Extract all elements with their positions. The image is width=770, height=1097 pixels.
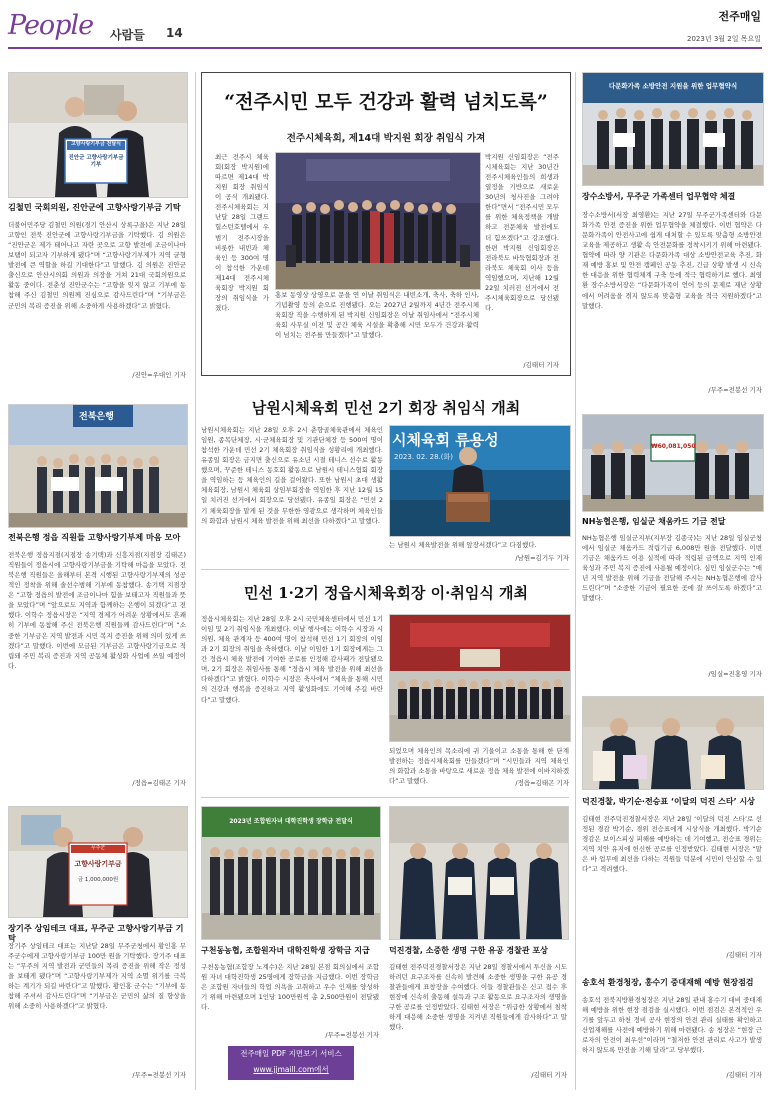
jeongeup-body: 정읍시체육회는 지난 28일 오후 2시 국민체육센터에서 민선 1기 이임 및 2기 취임식을 개최했다. 이날 행사에는 이학수 시장과 시의원, 체육 관계자 등 400여 명이 참석해 민선 1기 회장의 이임과 2기 회장의 취임을 축하했다. 이날 이임한 1기 회장에게는 그간 정읍시 체육 발전에 기여한 공로를 인정해 감사패가 전달됐으며, 2기 회장은 취임사를 통해 “정읍시 체육 발전을 위해 최선을 다하겠다”고 밝혔다. 이학수 시장은 축사에서 “체육을 통해 시민의 건강과 행복을 증진하고 지역 활성화에도 기여해 주길 바란다”고 말했다. <box>201 615 383 704</box>
right4-caption: 송호석 환경청장, 홍수기 중대재해 예방 현장점검 <box>582 978 754 987</box>
left3-photo <box>8 806 188 918</box>
mid-bottom-body: 구천동농협(조합장 노계수)은 지난 28일 본점 회의실에서 조합원 자녀 대학진학생 25명에게 장학금을 지급했다. 이번 장학금은 조합원 자녀들의 학업 의욕을 고취하고 우수 인재를 양성하기 위해 마련됐으며 1인당 100만원씩 총 2,500만원이 전달됐다. <box>201 963 379 1012</box>
right3-caption: 덕진경찰, 박기순·전승표 ‘이달의 덕진 스타’ 시상 <box>582 797 755 806</box>
left1-board-top: 고향사랑기부금 전달식 <box>70 141 122 147</box>
right3-byline: /김태터 기자 <box>726 951 762 959</box>
right2-board-amount: ₩60,081,050 <box>651 443 696 450</box>
right1-byline: /무주=전봉선 기자 <box>708 386 762 394</box>
pdf-service-banner[interactable] <box>228 1046 354 1080</box>
newspaper-brand: 전주매일 <box>718 10 761 23</box>
namwon-body: 남원시체육회는 지난 28일 오후 2시 춘향골체육관에서 체육인 임원, 종목단체장, 시·군체육회장 및 기관단체장 등 500여 명이 참석한 가운데 민선 2기 체육회장 취임식을 성황리에 개최했다. 유종일 회장은 금지면 출신으로 유소년 시절 테니스 선수로 활동했으며, 꾸준한 테니스 동호회 활동으로 남원시 테니스협회 회장을 역임하는 등 체육인의 길을 걸어왔다. 또한 남원시 초대 생활체육회장, 남원시 체육회 상임부회장을 역임한 후 지난 12월 15일 치러진 선거에서 회장으로 당선됐다. 유종일 회장은 “민선 2기 체육회장을 맡게 된 것을 무한한 영광으로 생각하며 체육인들의 화합과 남원시 체육 발전을 위해 최선을 다하겠다”고 말했다. <box>201 426 383 525</box>
left1-byline: /진안=우대인 기자 <box>132 371 186 379</box>
lead-title: “전주시민 모두 건강과 활력 넘치도록” <box>224 91 548 113</box>
pdf-service-text: 전주매일 PDF 지면보기 서비스 <box>240 1049 342 1058</box>
jeongeup-title: 민선 1·2기 정읍시체육회장 이·취임식 개최 <box>243 584 529 602</box>
right1-banner: 다문화가족 소방안전 지원을 위한 업무협약식 <box>608 82 738 90</box>
right2-body: NH농협은행 임실군지부(지부장 김종국)는 지난 28일 임실군청에서 임실군 채움카드 적립기금 6,008만 원을 전달했다. 이번 기금은 채움카드 이용 실적에 따라 적립된 금액으로 지역 인재 육성과 주민 복지 증진에 사용될 예정이다. 심민 임실군수는 “매년 지역 발전을 위해 기금을 전달해 주시는 NH농협은행에 감사드린다”며 “소중한 기금이 필요한 곳에 잘 쓰이도록 하겠다”고 말했다. <box>582 534 762 603</box>
left2-body: 전북은행 정읍지점(지점장 송기택)과 신흥지점(지점장 김태곤) 직원들이 정읍시에 고향사랑기부금을 기탁해 마음을 모았다. 전북은행 직원들은 올해부터 본격 시행된 고향사랑기부제의 성공적인 정착을 위해 솔선수범해 기부에 동참했다. 송기택 지점장은 “고향 정읍의 발전에 조금이나마 힘을 보태고자 직원들과 뜻을 모았다”며 “앞으로도 지역과 함께하는 은행이 되겠다”고 전했다. 이학수 정읍시장은 “지역 경제가 어려운 상황에서도 흔쾌히 기부에 동참해 주신 전북은행 직원들께 감사드린다”며 “소중한 기부금은 지역 발전과 시민 복지 증진을 위해 의미 있게 쓰겠다”고 말했다. 이번에 모금된 기부금은 고향사랑기금으로 적립돼 주민 복리 증진과 지역 공동체 활성화 사업에 쓰일 예정이다. <box>8 551 186 670</box>
right2-caption: NH농협은행, 임실군 채움카드 기금 전달 <box>582 517 726 526</box>
column-divider-left <box>195 72 196 1090</box>
mid-bottom-byline: /무주=전봉선 기자 <box>325 1031 379 1039</box>
page-number: 14 <box>166 26 183 40</box>
namwon-banner: 시체육회 류용성 <box>392 431 499 449</box>
namwon-photo-date: 2023. 02. 28.(화) <box>394 453 453 461</box>
lead-byline: /김태터 기자 <box>523 361 559 369</box>
lead-subtitle: 전주시체육회, 제14대 박지원 회장 취임식 가져 <box>286 133 486 144</box>
left2-bank-sign: 전북은행 <box>79 412 114 422</box>
mid-bottom-caption: 구천동농협, 조합원자녀 대학진학생 장학금 지급 <box>201 946 370 955</box>
mid-bottom2-caption: 덕진경찰, 소중한 생명 구한 유공 경찰관 포상 <box>389 946 548 955</box>
left1-photo <box>8 72 188 198</box>
right1-photo <box>582 72 764 186</box>
right4-body: 송호석 전북지방환경청장은 지난 28일 관내 홍수기 대비 중대재해 예방을 위한 현장 점검을 실시했다. 이번 점검은 본격적인 우기를 앞두고 하천 정비 공사 현장의 안전 관리 실태를 확인하고 산업재해를 사전에 예방하기 위해 마련됐다. 송 청장은 “현장 근로자의 안전이 최우선”이라며 “철저한 안전 관리로 사고가 발생하지 않도록 만전을 기해 달라”고 당부했다. <box>582 996 762 1055</box>
namwon-byline: /남원=김기두 기자 <box>515 554 569 562</box>
section-title-ko: 사람들 <box>110 28 145 42</box>
right1-body: 장수소방서(서장 최영환)는 지난 27일 무주군가족센터와 다문화가족 안전 증진을 위한 업무협약을 체결했다. 이번 협약은 다문화가족이 안전사고에 쉽게 대처할 수 있도록 맞춤형 소방안전교육을 제공하고 생활 속 안전문화를 정착시키기 위해 마련됐다. 협약에 따라 양 기관은 다문화가족 대상 소방안전교육 추진, 화재 예방 홍보 및 안전 캠페인 공동 추진, 긴급 상황 발생 시 신속한 대응을 위한 협력체계 구축 등에 적극 협력하기로 했다. 최영환 장수소방서장은 “다문화가족이 언어 등의 문제로 재난 상황에서 어려움을 겪지 않도록 맞춤형 교육을 적극 지원하겠다”고 말했다. <box>582 211 762 310</box>
left3-body: 장기주 상임테크 대표는 지난달 28일 무주군청에서 황인홍 무주군수에게 고향사랑기부금 100만 원을 기탁했다. 장기주 대표는 “무주의 지역 발전과 군민들의 복리 증진을 위해 작은 정성을 보태게 됐다”며 “고향사랑기부제가 지역 소멸 위기를 극복하는 계기가 되길 바란다”고 말했다. 황인홍 군수는 “기부에 동참해 주셔서 감사드린다”며 “기부금은 군민의 삶의 질 향상을 위해 소중히 사용하겠다”고 밝혔다. <box>8 942 186 1011</box>
right1-caption: 장수소방서, 무주군 가족센터 업무협약 체결 <box>582 192 736 201</box>
lead-photo <box>275 152 481 290</box>
divider-namwon <box>201 569 569 570</box>
left1-caption: 김철민 국회의원, 진안군에 고향사랑기부금 기탁 <box>8 202 181 212</box>
left3-board-amount: 금 1,000,000원 <box>77 877 119 883</box>
mid-bottom2-body: 김태현 전주덕진경찰서장은 지난 28일 경찰서에서 투신을 시도하려던 요구조자를 신속히 발견해 소중한 생명을 구한 유공 경찰관들에게 표창장을 수여했다. 이들 경찰관들은 신고 접수 후 현장에 신속히 출동해 설득과 구조 활동으로 요구조자의 생명을 구한 공로를 인정받았다. 김태현 서장은 “위급한 상황에서 침착하게 대응해 소중한 생명을 지켜낸 직원들에게 감사하다”고 말했다. <box>389 963 567 1032</box>
namwon-photo <box>389 425 571 537</box>
lead-col1: 최근 전주시 체육회(회장 박지원)에 따르면 제14대 박지원 회장 취임식이 공식 개최됐다. 전주시체육회는 지난달 28일 그랜드힐스턴호텔에서 우범기 전주시장을 비롯한 내빈과 체육인 등 300여 명이 참석한 가운데 제14대 전주시체육회장 박지원 회장의 취임식을 가졌다. <box>215 153 269 312</box>
jeongeup-body-end: 되었으며 체육인의 목소리에 귀 기울이고 소통을 통해 한 단계 발전하는 정읍시체육회를 만들겠다”며 “시민들과 지역 체육인의 화합과 소통을 바탕으로 새로운 정읍 체육 발전에 이바지하겠다”고 말했다. <box>389 747 569 786</box>
section-title-en: People <box>8 10 94 41</box>
lead-col3: 박지원 신임회장은 “전주시체육회는 지난 30년간 전주시체육인들의 희생과 열정을 기반으로 새로운 30년의 청사진을 그려야 한다”면서 “전주시민 모두를 위한 체육정책을 개발하고 전문체육 발전에도 더 힘쓰겠다”고 강조했다. 한편 박지원 신임회장은 전라북도 바둑협회장과 전라북도 체육회 이사 등을 역임했으며, 지난해 12월 22일 치러진 선거에서 전주시체육회장으로 당선됐다. <box>485 153 559 312</box>
jeongeup-byline: /정읍=김태곤 기자 <box>515 779 569 787</box>
right3-photo <box>582 696 764 790</box>
left2-photo <box>8 404 188 528</box>
right3-body: 김태현 전주덕진경찰서장은 지난 28일 ‘이달의 덕진 스타’로 선정된 경감 박기순, 경위 전승표에게 시상식을 개최했다. 박기순 경감은 보이스피싱 피해를 예방하는 데 기여했고, 전승표 경위는 지역 치안 유지에 헌신한 공로를 인정받았다. 김태현 서장은 “맡은 바 업무에 최선을 다하는 직원들 덕분에 시민이 안심할 수 있다”고 격려했다. <box>582 815 762 874</box>
mid-bottom-banner: 2023년 조합원자녀 대학진학생 장학금 전달식 <box>229 818 353 825</box>
pdf-service-url[interactable]: www.jjmaill.com에서 <box>253 1065 329 1074</box>
left3-board-top: 무주군 <box>90 845 106 851</box>
left1-body: 더불어민주당 김철민 의원(경기 안산시 상록구을)은 지난 28일 고향인 전북 진안군에 고향사랑기부금을 기탁했다. 김 의원은 “진안군은 제가 태어나고 자란 곳으로 고향 발전에 조금이나마 보탬이 되고자 기부하게 됐다”며 “고향사랑기부제가 지역 균형발전에 큰 역할을 하길 기대한다”고 말했다. 김 의원은 진안군 출신으로 안산시의회 의원과 의장을 거쳐 21대 국회의원으로 활동 중이다. 전춘성 진안군수는 “고향을 잊지 않고 기부에 동참해 주신 김철민 의원께 진심으로 감사드린다”며 “기부금은 군민의 복리 증진을 위해 소중하게 사용하겠다”고 밝혔다. <box>8 221 186 310</box>
left3-caption: 장기주 상임테크 대표, 무주군 고향사랑기부금 기탁 <box>8 923 184 943</box>
right2-photo <box>582 414 764 512</box>
mid-bottom2-byline: /김태터 기자 <box>531 1071 567 1079</box>
left3-board-main: 고향사랑기부금 <box>74 860 122 868</box>
lead-col2: 홍보 동영상 상영으로 문을 연 이날 취임식은 내빈소개, 축사, 축하 인사, 기념촬영 등의 순으로 진행됐다. 오는 2027년 2월까지 4년간 전주시체육회장 직을 수행하게 된 박지원 신임회장은 이날 취임사에서 “전주시체육회 사무실 이전 및 공간 체육 시설을 확충해 시민 모두가 건강과 활력이 넘치는 전주를 만들겠다”고 말했다. <box>275 291 479 340</box>
left1-board-main: 진안군 고향사랑기부금 기부 <box>68 155 124 168</box>
namwon-body-end: 는 남원시 체육발전을 위해 앞장서겠다”고 다짐했다. <box>389 541 537 549</box>
mid-bottom-photo <box>201 806 381 940</box>
right2-byline: /임실=진홍영 기자 <box>708 670 762 678</box>
namwon-title: 남원시체육회 민선 2기 회장 취임식 개최 <box>251 399 521 417</box>
left3-byline: /무주=전봉선 기자 <box>132 1071 186 1079</box>
divider-jeongeup <box>201 797 569 798</box>
header-divider <box>8 47 762 49</box>
right4-byline: /김태터 기자 <box>726 1071 762 1079</box>
jeongeup-photo <box>389 614 571 742</box>
left2-byline: /정읍=김태곤 기자 <box>132 779 186 787</box>
left2-caption: 전북은행 정읍 직원들 고향사랑기부제 마음 모아 <box>8 532 181 542</box>
issue-date: 2023년 3월 2일 목요일 <box>687 35 761 43</box>
column-divider-right <box>575 72 576 1090</box>
mid-bottom2-photo <box>389 806 569 940</box>
